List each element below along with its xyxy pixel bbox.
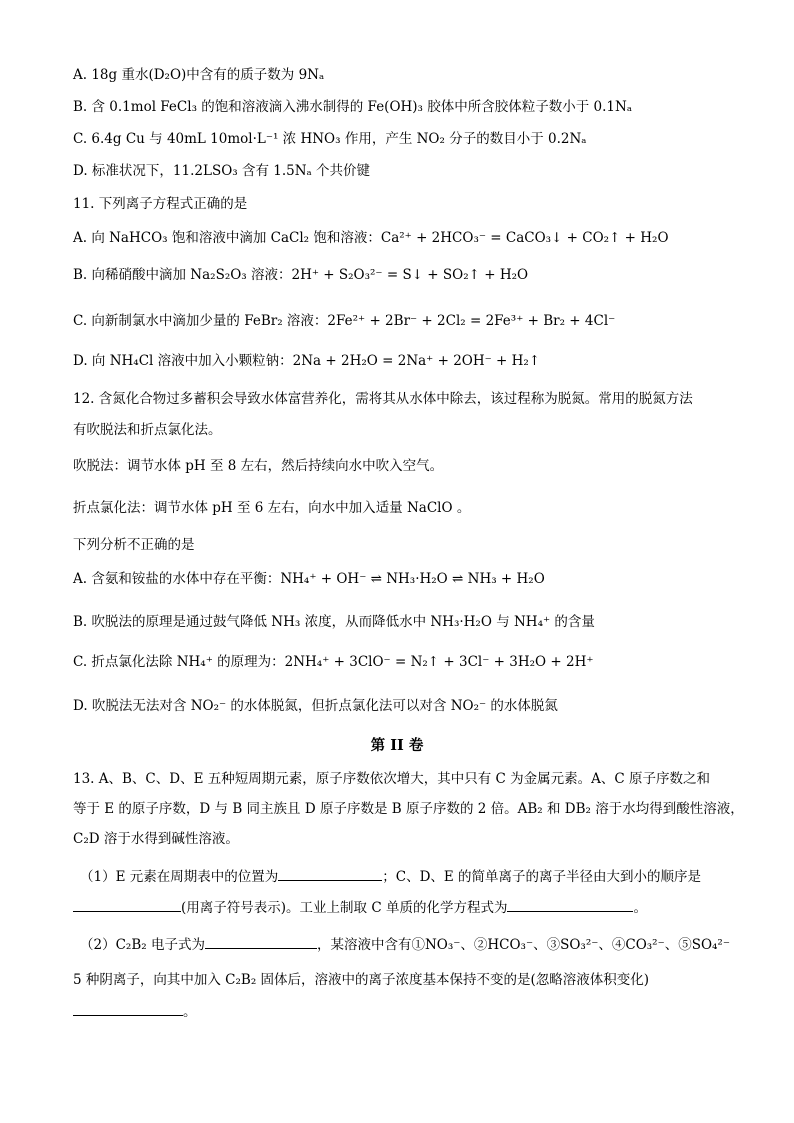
q13-part1-text-b: ；C、D、E 的简单离子的离子半径由大到小的顺序是	[382, 869, 702, 885]
q13-part1-line1	[80, 866, 701, 886]
answer-blank-position[interactable]	[278, 866, 382, 881]
q12-stem-line2: 有吹脱法和折点氯化法。	[73, 422, 222, 438]
q13-stem-line1: 13. A、B、C、D、E 五种短周期元素，原子序数依次增大，其中只有 C 为金属元素。A、C 原子序数之和	[73, 771, 711, 787]
q11-option-c: C. 向新制氯水中滴加少量的 FeBr₂ 溶液：2Fe²⁺ + 2Br⁻ + 2Cl₂ = 2Fe³⁺ + Br₂ + 4Cl⁻	[73, 313, 616, 329]
q12-ask: 下列分析不正确的是	[73, 537, 195, 553]
q13-stem-line3: C₂D 溶于水得到碱性溶液。	[73, 831, 239, 847]
q13-part1-text-c: (用离子符号表示)。工业上制取 C 单质的化学方程式为	[181, 900, 508, 916]
q12-option-b: B. 吹脱法的原理是通过鼓气降低 NH₃ 浓度，从而降低水中 NH₃·H₂O 与 NH₄⁺ 的含量	[73, 614, 595, 630]
q12-stem-line1: 12. 含氮化合物过多蓄积会导致水体富营养化，需将其从水体中除去，该过程称为脱氮。常用的脱氮方法	[73, 391, 693, 407]
q12-option-c: C. 折点氯化法除 NH₄⁺ 的原理为：2NH₄⁺ + 3ClO⁻ = N₂↑ + 3Cl⁻ + 3H₂O + 2H⁺	[73, 654, 594, 670]
answer-blank-electron-formula[interactable]	[205, 934, 317, 949]
q11-option-a: A. 向 NaHCO₃ 饱和溶液中滴加 CaCl₂ 饱和溶液：Ca²⁺ + 2HCO₃⁻ = CaCO₃↓ + CO₂↑ + H₂O	[73, 230, 669, 246]
q10-option-d: D. 标准状况下，11.2LSO₃ 含有 1.5Nₐ 个共价键	[73, 163, 371, 179]
q13-part2-line2: 5 种阴离子，向其中加入 C₂B₂ 固体后，溶液中的离子浓度基本保持不变的是(忽略溶液体积变化)	[73, 972, 650, 988]
answer-blank-unchanged-ions[interactable]	[73, 1001, 183, 1016]
answer-blank-radius-order[interactable]	[73, 897, 181, 912]
q13-stem-line2: 等于 E 的原子序数，D 与 B 同主族且 D 原子序数是 B 原子序数的 2 倍。AB₂ 和 DB₂ 溶于水均得到酸性溶液，	[73, 801, 744, 817]
answer-blank-equation[interactable]	[507, 897, 633, 912]
q13-part2-text-a: （2）C₂B₂ 电子式为	[80, 937, 205, 953]
q12-method-1: 吹脱法：调节水体 pH 至 8 左右，然后持续向水中吹入空气。	[73, 458, 444, 474]
q13-part1-line2	[73, 897, 647, 917]
q10-option-b: B. 含 0.1mol FeCl₃ 的饱和溶液滴入沸水制得的 Fe(OH)₃ 胶体中所含胶体粒子数小于 0.1Nₐ	[73, 99, 633, 115]
q11-stem: 11. 下列离子方程式正确的是	[73, 196, 248, 212]
q10-option-a: A. 18g 重水(D₂O)中含有的质子数为 9Nₐ	[73, 67, 325, 83]
q13-part2-line3	[73, 1001, 197, 1021]
q13-part2-text-b: ，某溶液中含有①NO₃⁻、②HCO₃⁻、③SO₃²⁻、④CO₃²⁻、⑤SO₄²⁻	[316, 937, 730, 953]
q13-part2-text-d: 。	[183, 1004, 197, 1020]
q12-option-a: A. 含氨和铵盐的水体中存在平衡：NH₄⁺ + OH⁻ ⇌ NH₃·H₂O ⇌ NH₃ + H₂O	[73, 571, 545, 587]
q11-option-b: B. 向稀硝酸中滴加 Na₂S₂O₃ 溶液：2H⁺ + S₂O₃²⁻ = S↓ + SO₂↑ + H₂O	[73, 267, 529, 283]
q13-part2-line1	[80, 934, 730, 954]
q10-option-c: C. 6.4g Cu 与 40mL 10mol·L⁻¹ 浓 HNO₃ 作用，产生 NO₂ 分子的数目小于 0.2Nₐ	[73, 131, 587, 147]
q12-method-2: 折点氯化法：调节水体 pH 至 6 左右，向水中加入适量 NaClO 。	[73, 500, 471, 516]
q11-option-d: D. 向 NH₄Cl 溶液中加入小颗粒钠：2Na + 2H₂O = 2Na⁺ + 2OH⁻ + H₂↑	[73, 353, 541, 369]
section-title: 第 II 卷	[370, 737, 424, 754]
q13-part1-text-d: 。	[633, 900, 647, 916]
q12-option-d: D. 吹脱法无法对含 NO₂⁻ 的水体脱氮，但折点氯化法可以对含 NO₂⁻ 的水体脱氮	[73, 698, 558, 714]
q13-part1-text-a: （1）E 元素在周期表中的位置为	[80, 869, 279, 885]
